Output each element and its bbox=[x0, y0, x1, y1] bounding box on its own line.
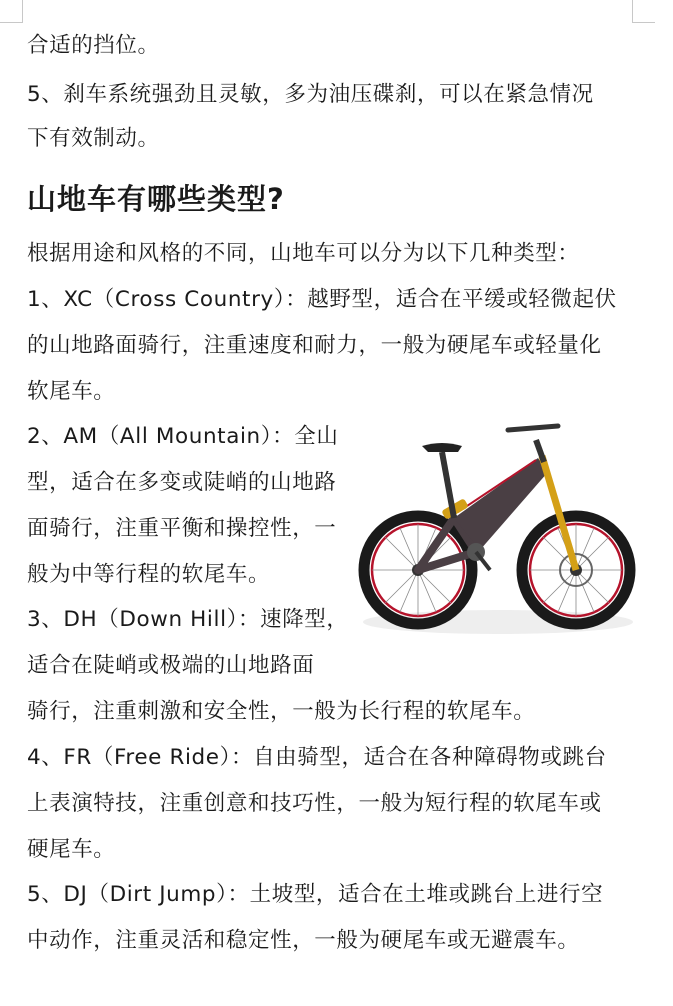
type-dh-line: 3、DH（Down Hill）：速降型， bbox=[27, 607, 349, 632]
type-dh-line: 骑行，注重刺激和安全性，一般为长行程的软尾车。 bbox=[27, 699, 536, 724]
type-am-line: 般为中等行程的软尾车。 bbox=[27, 562, 271, 587]
type-am-line: 面骑行，注重平衡和操控性，一 bbox=[27, 516, 337, 541]
intro-paragraph: 根据用途和风格的不同，山地车可以分为以下几种类型： bbox=[27, 241, 580, 266]
type-fr-line: 4、FR（Free Ride）：自由骑型，适合在各种障碍物或跳台 bbox=[27, 745, 607, 770]
mountain-bike-image bbox=[358, 400, 648, 640]
type-xc-line: 软尾车。 bbox=[27, 379, 116, 404]
type-dh-line: 适合在陡峭或极端的山地路面 bbox=[27, 653, 315, 678]
type-fr-line: 上表演特技，注重创意和技巧性，一般为短行程的软尾车或 bbox=[27, 791, 602, 816]
page-corner-mark-right bbox=[632, 0, 655, 23]
saddle bbox=[422, 443, 462, 452]
text-line: 下有效制动。 bbox=[27, 126, 160, 151]
type-fr-line: 硬尾车。 bbox=[27, 837, 116, 862]
type-dj-line: 5、DJ（Dirt Jump）：土坡型，适合在土堆或跳台上进行空 bbox=[27, 882, 604, 907]
text-line: 5、刹车系统强劲且灵敏，多为油压碟刹，可以在紧急情况 bbox=[27, 82, 594, 107]
type-xc-line: 1、XC（Cross Country）：越野型，适合在平缓或轻微起伏 bbox=[27, 287, 617, 312]
page-corner-mark-left bbox=[0, 0, 23, 23]
handlebar bbox=[508, 426, 558, 430]
text-line: 合适的挡位。 bbox=[27, 33, 160, 58]
bike-frame bbox=[418, 426, 576, 570]
type-dj-line: 中动作，注重灵活和稳定性，一般为硬尾车或无避震车。 bbox=[27, 928, 580, 953]
bike-illustration bbox=[358, 400, 648, 640]
type-am-line: 2、AM（All Mountain）：全山 bbox=[27, 424, 339, 449]
type-am-line: 型，适合在多变或陡峭的山地路 bbox=[27, 470, 337, 495]
type-xc-line: 的山地路面骑行，注重速度和耐力，一般为硬尾车或轻量化 bbox=[27, 333, 602, 358]
section-heading: 山地车有哪些类型? bbox=[27, 182, 285, 216]
